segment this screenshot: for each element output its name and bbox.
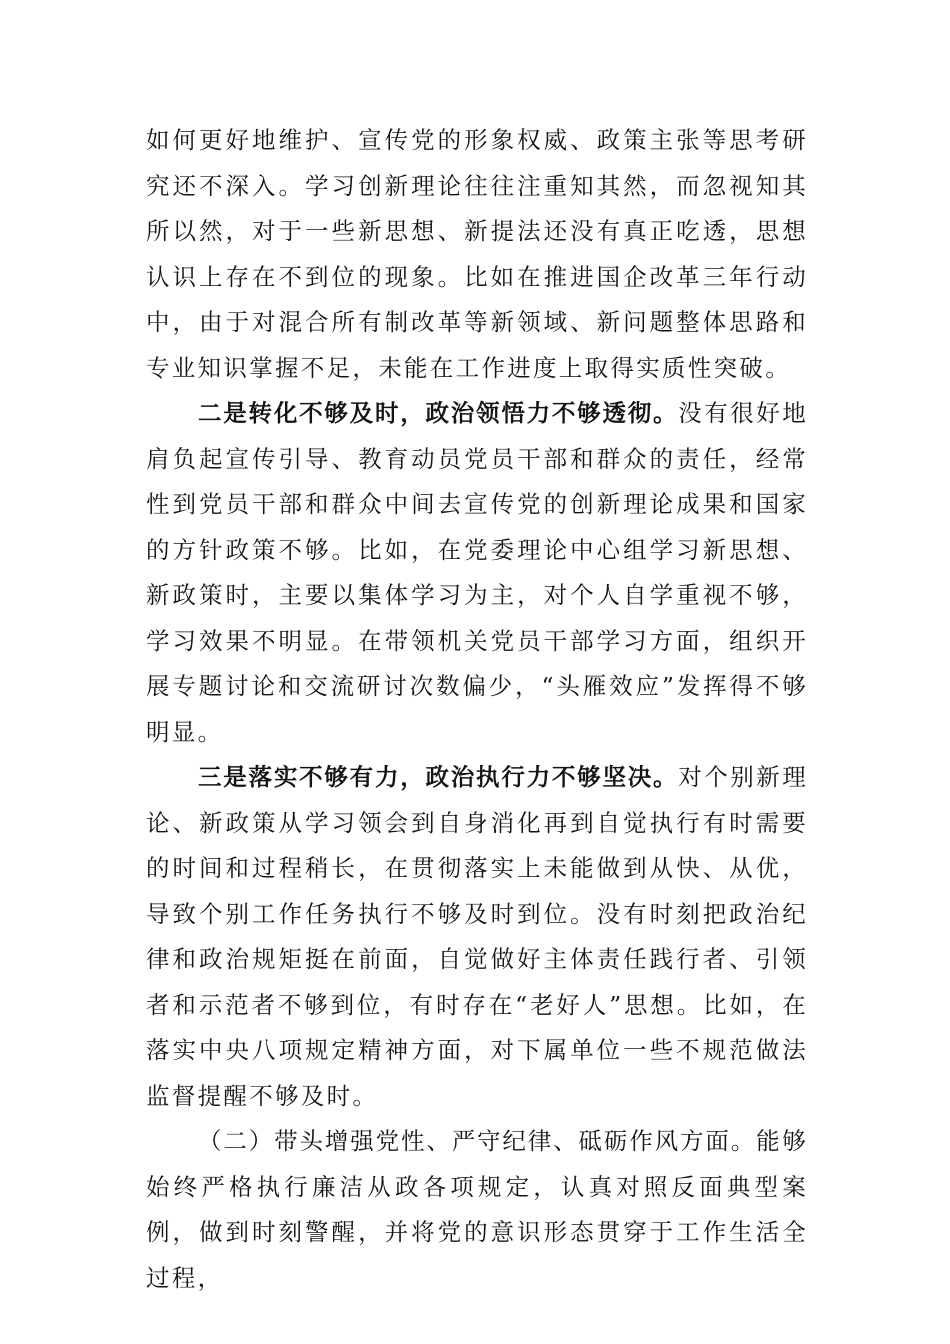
paragraph-political-understanding (146, 391, 808, 755)
paragraph-text: 如何更好地维护、宣传党的形象权威、政策主张等思考研究还不深入。学习创新理论往往注重知其然，而忽视知其所以然，对于一些新思想、新提法还没有真正吃透，思想认识上存在不到位的现象。比如在推进国企改革三年行动中，由于对混合所有制改革等新领域、新问题整体思路和专业知识掌握不足，未能在工作进度上取得实质性突破。 (146, 126, 808, 382)
paragraph-lead-heading: 三是落实不够有力，政治执行力不够坚决。 (198, 763, 679, 791)
paragraph-text: 没有很好地肩负起宣传引导、教育动员党员干部和群众的责任，经常性到党员干部和群众中间去宣传党的创新理论成果和国家的方针政策不够。比如，在党委理论中心组学习新思想、新政策时，主要以集体学习为主，对个人自学重视不够，学习效果不明显。在带领机关党员干部学习方面，组织开展专题讨论和交流研讨次数偏少，“头雁效应”发挥得不够明显。 (146, 399, 808, 746)
paragraph-political-execution (146, 755, 808, 1119)
paragraph-lead-heading: 二是转化不够及时，政治领悟力不够透彻。 (198, 399, 679, 427)
document-body (146, 118, 808, 1301)
paragraph-text: 能够始终严格执行廉洁从政各项规定，认真对照反面典型案例，做到时刻警醒，并将党的意识形态贯穿于工作生活全过程， (146, 1127, 808, 1292)
paragraph-continuation (146, 118, 808, 391)
section-heading: （二）带头增强党性、严守纪律、砥砺作风方面。 (198, 1127, 757, 1155)
paragraph-text: 对个别新理论、新政策从学习领会到自身消化再到自觉执行有时需要的时间和过程稍长，在贯彻落实上未能做到从快、从优，导致个别工作任务执行不够及时到位。没有时刻把政治纪律和政治规矩挺在前面，自觉做好主体责任践行者、引领者和示范者不够到位，有时存在“老好人”思想。比如，在落实中央八项规定精神方面，对下属单位一些不规范做法监督提醒不够及时。 (146, 763, 808, 1110)
paragraph-section-two (146, 1119, 808, 1301)
